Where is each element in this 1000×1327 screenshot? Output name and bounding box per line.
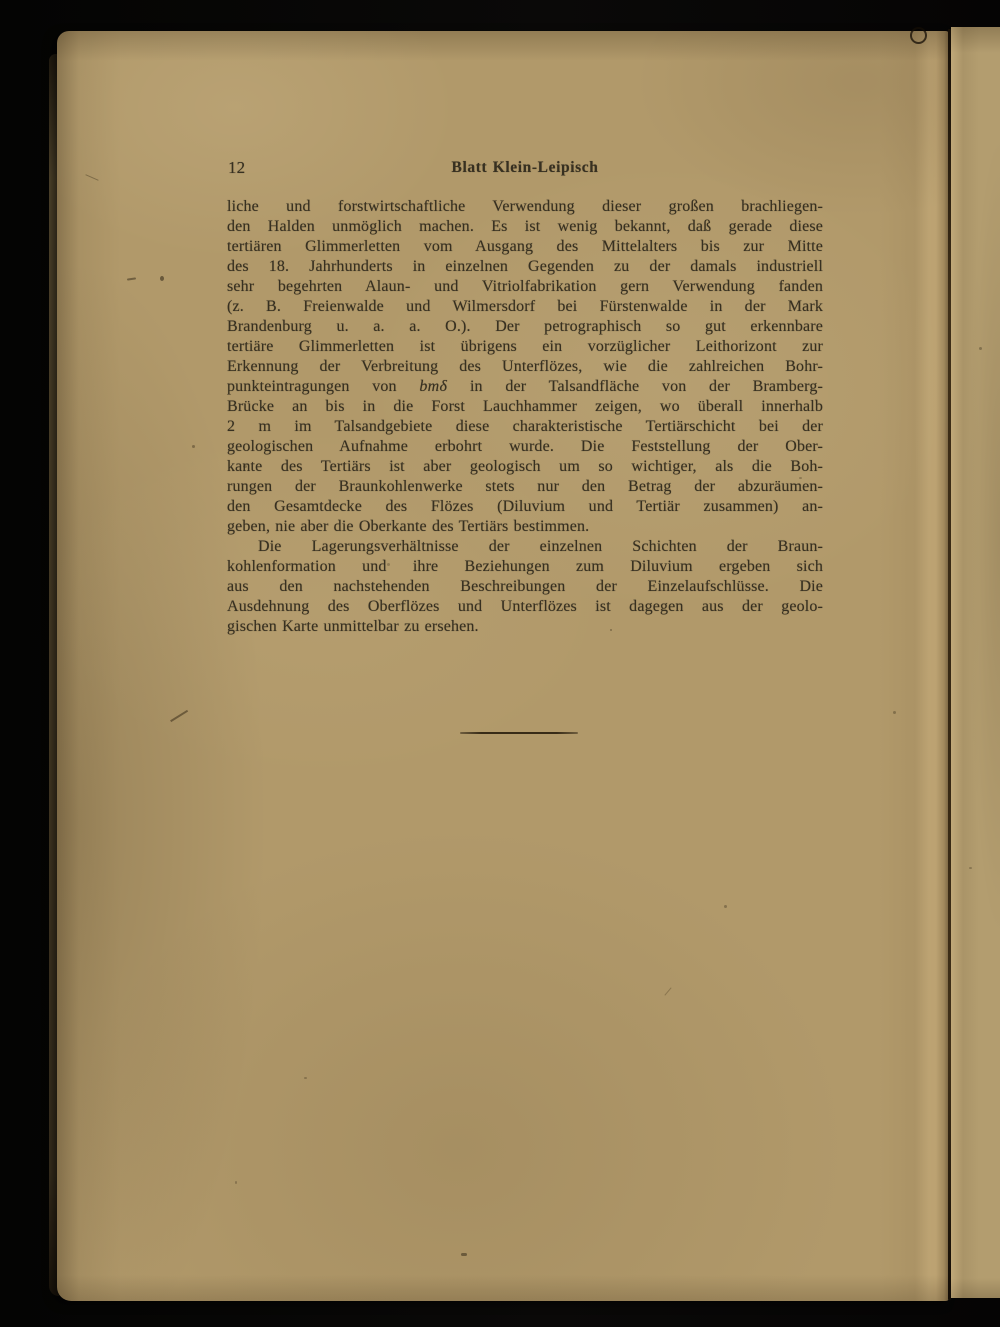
text-segment: punkteintragungen von (227, 378, 420, 395)
section-divider-rule (460, 732, 578, 734)
paper-speck (160, 276, 164, 281)
paper-speck (243, 465, 247, 468)
text-line: (z. B. Freienwalde und Wilmersdorf bei Fürstenwalde in der Mark (227, 298, 823, 315)
page-number: 12 (228, 158, 246, 177)
paper-speck (610, 629, 612, 631)
text-line: des 18. Jahrhunderts in einzelnen Gegenden zu der damals industriell (227, 258, 823, 275)
paper-speck (969, 867, 972, 869)
paper-speck (461, 1253, 467, 1256)
paper-speck (724, 905, 727, 908)
paper-speck (910, 27, 927, 44)
text-segment: in der Talsandfläche von der Bramberg- (447, 378, 823, 395)
text-line: kohlenformation und ihre Beziehungen zum Diluvium ergeben sich (227, 558, 823, 575)
text-line: geben, nie aber die Oberkante des Tertiärs bestimmen. (227, 518, 590, 535)
text-line (227, 377, 823, 397)
adjacent-page-edge (951, 27, 1000, 1298)
text-line: Brücke an bis in die Forst Lauchhammer zeigen, wo überall innerhalb (227, 398, 823, 415)
running-head (227, 158, 823, 197)
paper-speck (387, 563, 390, 566)
text-line: Erkennung der Verbreitung des Unterflözes, wie die zahlreichen Bohr- (227, 358, 823, 375)
paper-speck (170, 710, 188, 722)
text-line: Ausdehnung des Oberflözes und Unterflözes ist dagegen aus der geolo- (227, 598, 823, 615)
text-block (227, 197, 823, 637)
paper-speck (304, 1077, 307, 1079)
paper-speck (85, 174, 98, 181)
paper-speck (799, 477, 802, 479)
text-line: kante des Tertiärs ist aber geologisch um so wichtiger, als die Boh- (227, 458, 823, 475)
book-page (57, 31, 949, 1301)
text-line: sehr begehrten Alaun- und Vitriolfabrikation gern Verwendung fanden (227, 278, 823, 295)
paper-speck (192, 445, 195, 448)
text-line: tertiäre Glimmerletten ist übrigens ein vorzüglicher Leithorizont zur (227, 338, 823, 355)
paper-speck (893, 711, 896, 714)
running-header-title: Blatt Klein-Leipisch (451, 159, 599, 176)
text-line: aus den nachstehenden Beschreibungen der Einzelaufschlüsse. Die (227, 578, 823, 595)
text-line: 2 m im Talsandgebiete diese charakteristische Tertiärschicht bei der (227, 418, 823, 435)
text-line: rungen der Braunkohlenwerke stets nur den Betrag der abzuräumen- (227, 478, 823, 495)
text-line: Brandenburg u. a. a. O.). Der petrographisch so gut erkennbare (227, 318, 823, 335)
printed-text-area (227, 158, 823, 637)
paper-speck (664, 987, 671, 995)
paper-speck (979, 347, 982, 350)
text-line: gischen Karte unmittelbar zu ersehen. (227, 618, 479, 635)
geologic-symbol: bmδ (419, 378, 448, 395)
text-line: Die Lagerungsverhältnisse der einzelnen Schichten der Braun- (258, 538, 823, 555)
paper-speck (127, 277, 136, 280)
text-line: den Halden unmöglich machen. Es ist wenig bekannt, daß gerade diese (227, 218, 823, 235)
paper-speck (235, 1181, 237, 1184)
text-line: tertiären Glimmerletten vom Ausgang des Mittelalters bis zur Mitte (227, 238, 823, 255)
text-line: den Gesamtdecke des Flözes (Diluvium und Tertiär zusammen) an- (227, 498, 823, 515)
text-line: geologischen Aufnahme erbohrt wurde. Die Feststellung der Ober- (227, 438, 823, 455)
text-line: liche und forstwirtschaftliche Verwendung dieser großen brachliegen- (227, 198, 823, 215)
